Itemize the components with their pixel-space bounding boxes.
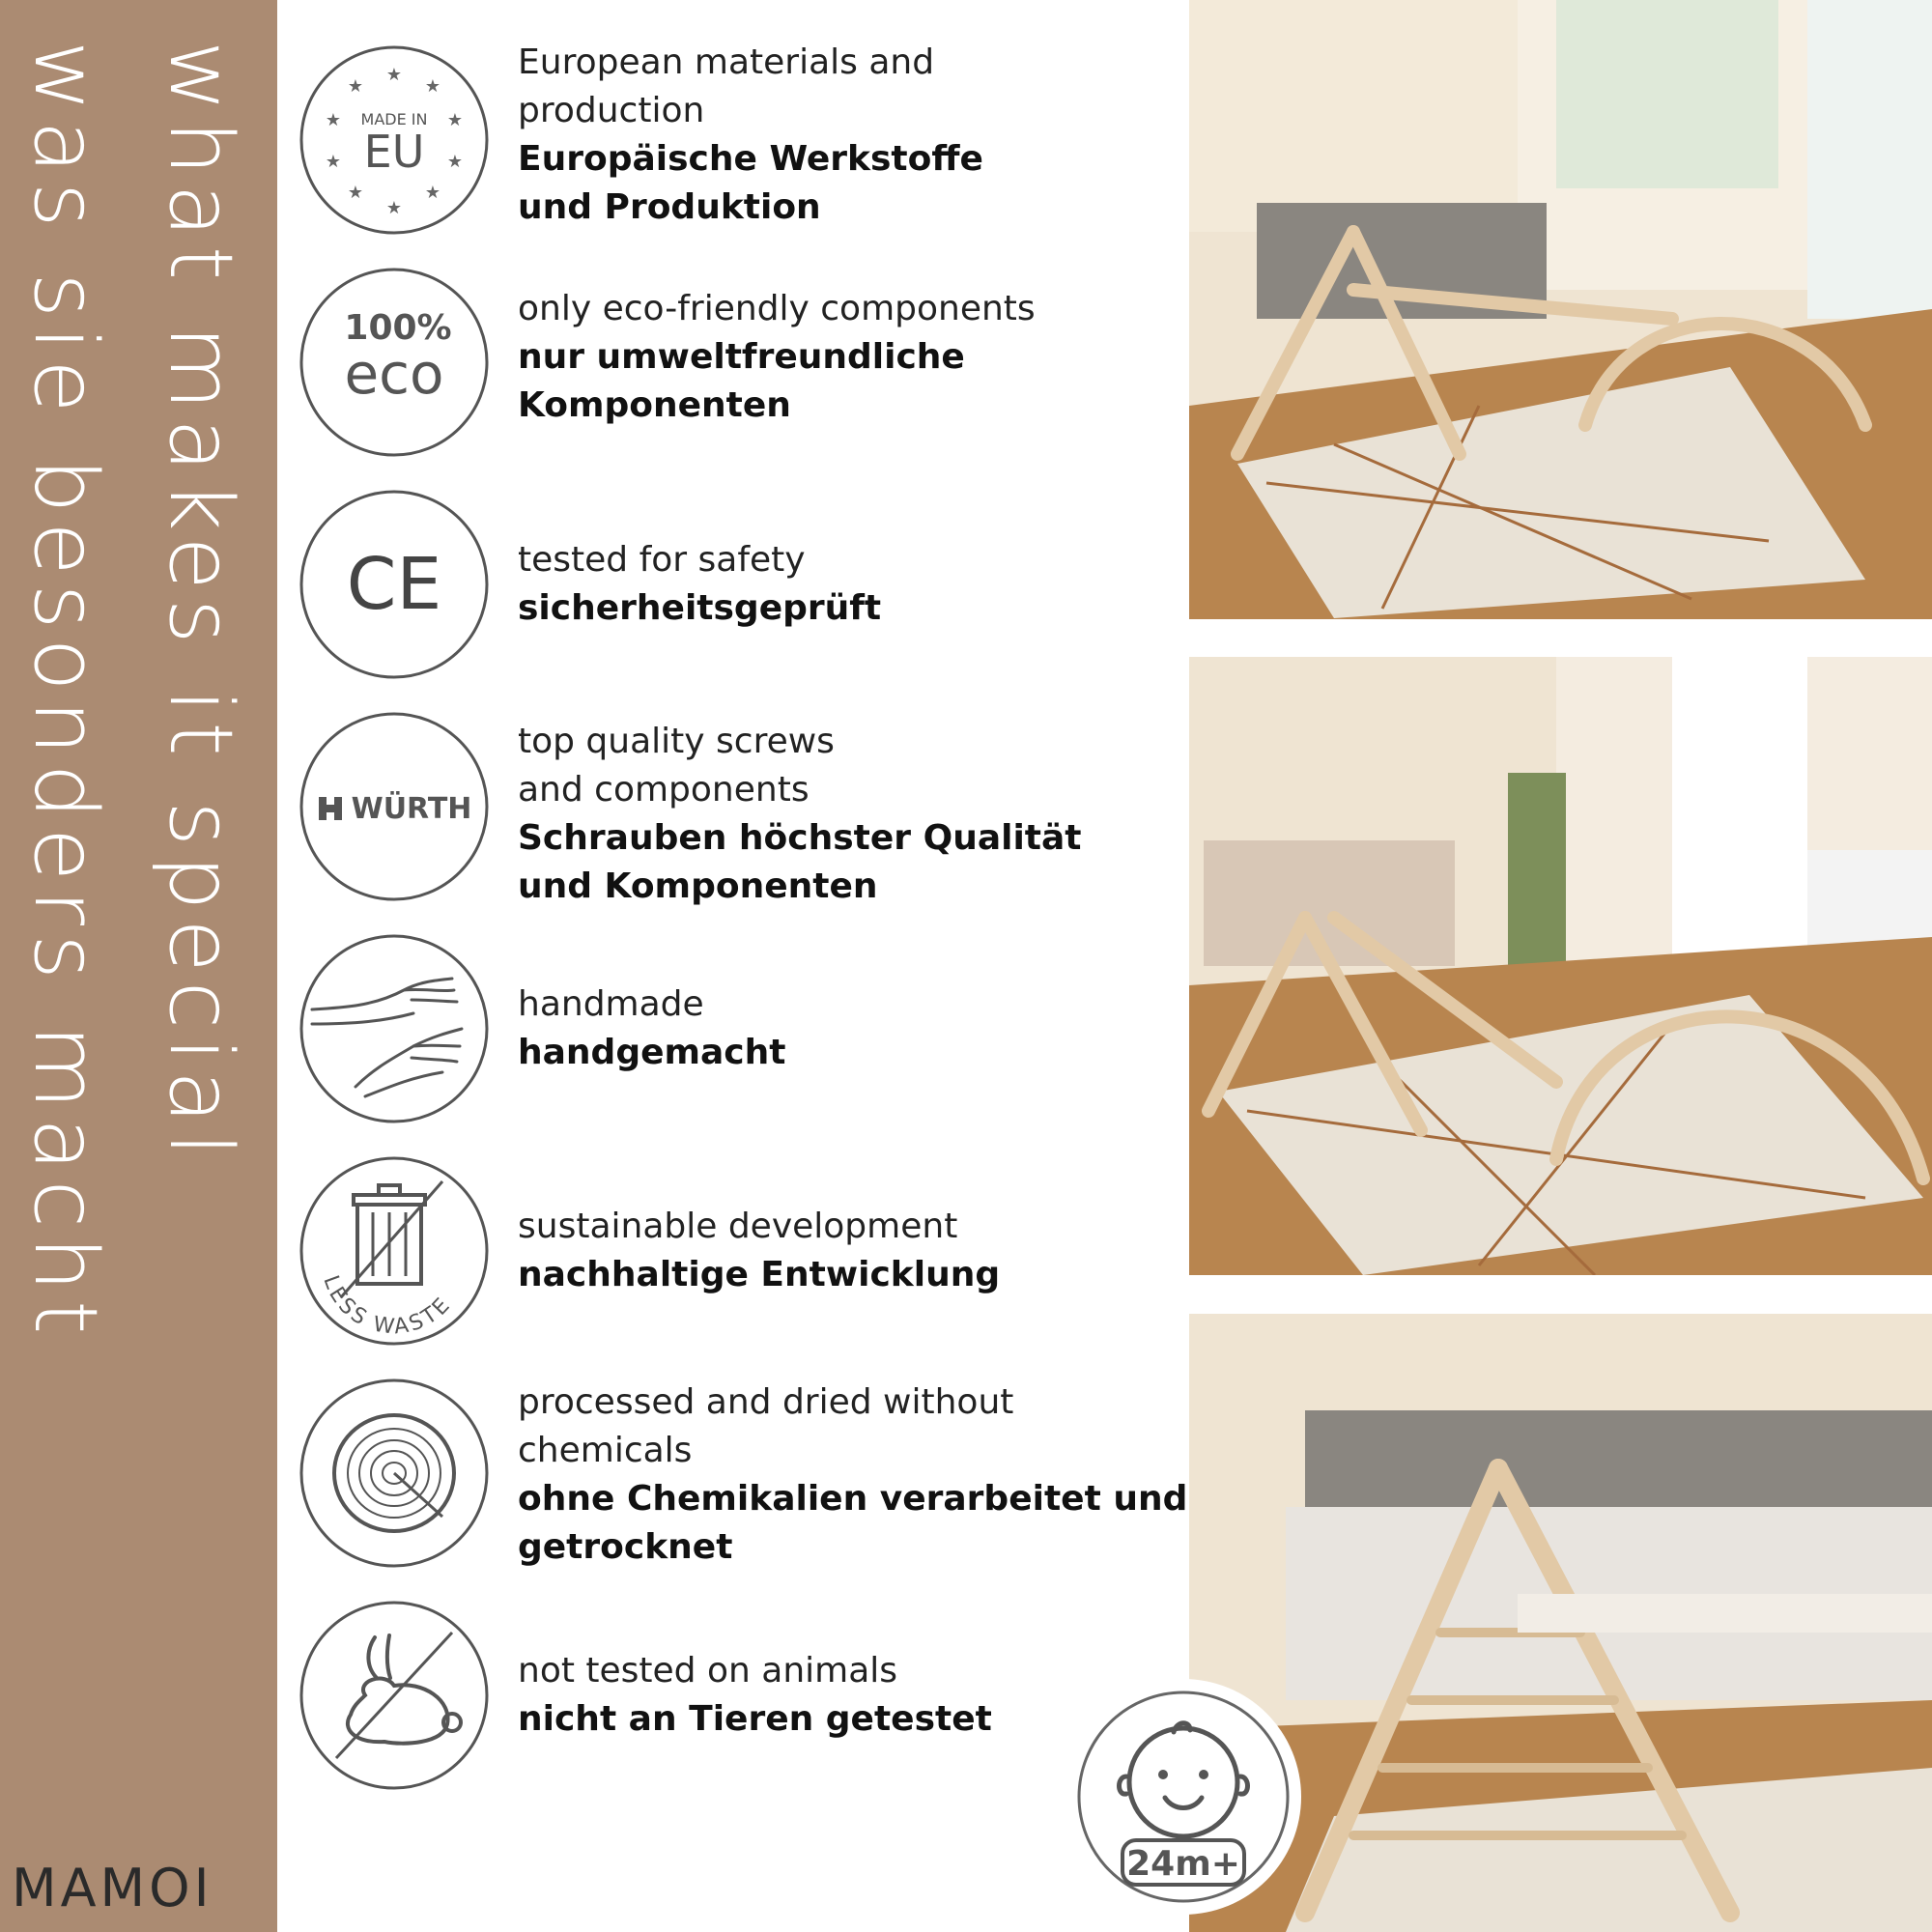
feature-de-line: nachhaltige Entwicklung bbox=[518, 1255, 1001, 1294]
badge-less-waste-text: LESS WASTE bbox=[318, 1272, 457, 1340]
feature-en-line: and components bbox=[518, 770, 810, 810]
no-rabbit-icon bbox=[298, 1599, 491, 1792]
feature-en-line: production bbox=[518, 91, 705, 130]
badge-made-in-text: MADE IN bbox=[360, 110, 428, 128]
feature-de-line: und Produktion bbox=[518, 187, 821, 227]
product-photo-2 bbox=[1189, 657, 1932, 1275]
svg-text:★: ★ bbox=[385, 65, 403, 85]
feature-de-line: getrocknet bbox=[518, 1527, 733, 1567]
feature-en-line: chemicals bbox=[518, 1431, 693, 1470]
feature-de-line: nicht an Tieren getestet bbox=[518, 1699, 992, 1739]
feature-en-line: top quality screws bbox=[518, 722, 835, 761]
feature-text bbox=[518, 718, 1194, 911]
feature-text bbox=[518, 285, 1194, 430]
svg-text:★: ★ bbox=[446, 152, 464, 172]
feature-en-line: European materials and bbox=[518, 43, 935, 82]
svg-text:★: ★ bbox=[325, 152, 342, 172]
svg-text:★: ★ bbox=[424, 76, 441, 97]
badge-wurth-text: WÜRTH bbox=[351, 792, 472, 826]
svg-text:★: ★ bbox=[385, 198, 403, 218]
svg-text:★: ★ bbox=[325, 110, 342, 130]
badge-ce-text: CE bbox=[346, 543, 442, 626]
feature-text bbox=[518, 39, 1194, 232]
less-waste-bin-icon bbox=[298, 1154, 491, 1348]
feature-en-line: tested for safety bbox=[518, 540, 806, 580]
feature-text bbox=[518, 1378, 1194, 1572]
badge-eco-text: eco bbox=[344, 341, 444, 407]
feature-de-line: und Komponenten bbox=[518, 867, 878, 906]
feature-text bbox=[518, 536, 1194, 633]
ce-mark-icon bbox=[298, 488, 491, 681]
sidebar-banner bbox=[0, 0, 277, 1932]
hands-icon bbox=[298, 932, 491, 1125]
eco-100-icon bbox=[298, 266, 491, 459]
made-in-eu-icon bbox=[298, 43, 491, 237]
feature-en-line: sustainable development bbox=[518, 1207, 958, 1246]
brand-logo bbox=[12, 1859, 282, 1917]
tagline-english: what makes it special bbox=[150, 41, 251, 1166]
badge-100-text: 100% bbox=[344, 308, 452, 348]
feature-de-line: handgemacht bbox=[518, 1033, 786, 1072]
svg-text:★: ★ bbox=[347, 183, 364, 203]
feature-text bbox=[518, 1203, 1194, 1299]
product-photo-1 bbox=[1189, 0, 1932, 619]
feature-en-line: handmade bbox=[518, 984, 704, 1024]
feature-en-line: not tested on animals bbox=[518, 1651, 898, 1690]
feature-de-line: sicherheitsgeprüft bbox=[518, 588, 882, 628]
svg-text:★: ★ bbox=[347, 76, 364, 97]
feature-text bbox=[518, 980, 1194, 1077]
feature-de-line: nur umweltfreundliche bbox=[518, 337, 965, 377]
age-badge-label: 24m+ bbox=[1126, 1844, 1240, 1884]
brand-logo-text: MAMOI bbox=[12, 1857, 213, 1918]
feature-en-line: processed and dried without bbox=[518, 1382, 1014, 1422]
badge-eu-text: EU bbox=[363, 126, 425, 178]
tagline-german: was sie besonders macht bbox=[14, 41, 116, 1344]
wurth-logo-icon bbox=[298, 710, 491, 903]
feature-de-line: Komponenten bbox=[518, 385, 791, 425]
feature-de-line: Europäische Werkstoffe bbox=[518, 139, 983, 179]
feature-de-line: Schrauben höchster Qualität bbox=[518, 818, 1082, 858]
wood-rings-icon bbox=[298, 1377, 491, 1570]
svg-text:★: ★ bbox=[424, 183, 441, 203]
feature-en-line: only eco-friendly components bbox=[518, 289, 1036, 328]
feature-de-line: ohne Chemikalien verarbeitet und bbox=[518, 1479, 1188, 1519]
age-badge bbox=[1063, 1676, 1304, 1918]
svg-text:★: ★ bbox=[446, 110, 464, 130]
